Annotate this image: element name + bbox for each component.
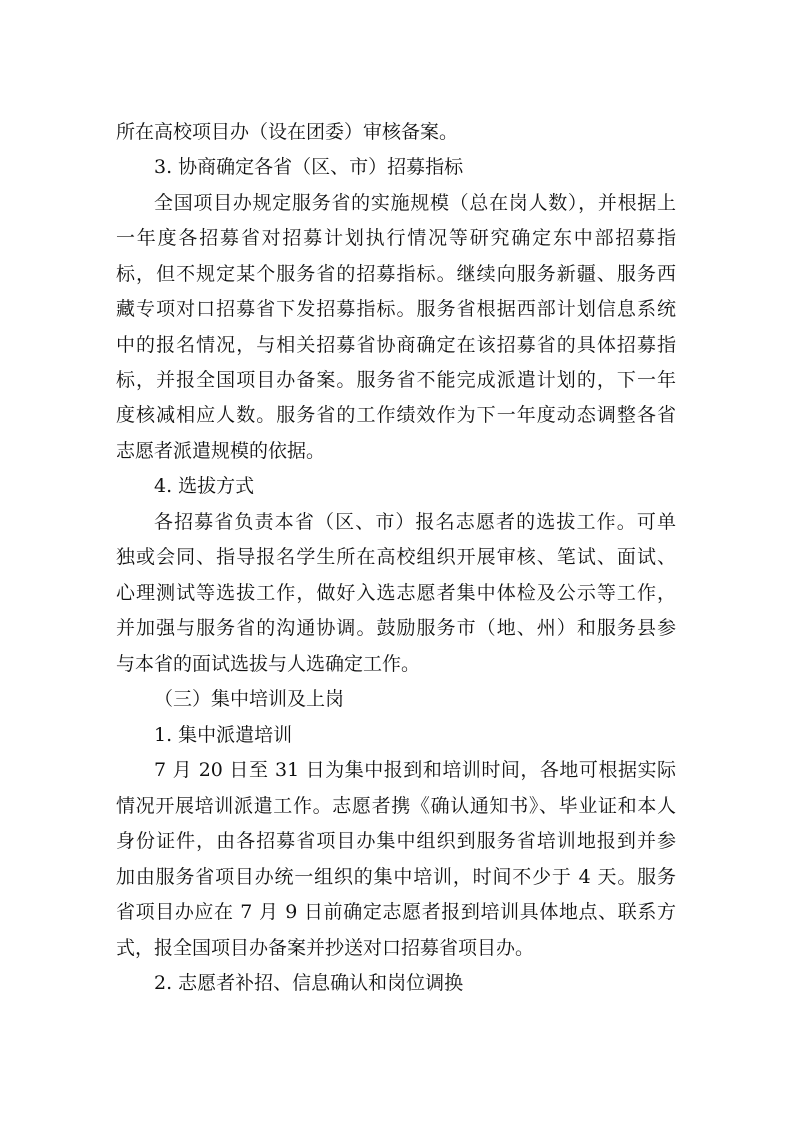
paragraph-line: 标，但不规定某个服务省的招募指标。继续向服务新疆、服务西 <box>116 263 676 285</box>
paragraph-line: 独或会同、指导报名学生所在高校组织开展审核、笔试、面试、 <box>116 546 676 568</box>
paragraph-line: 一年度各招募省对招募计划执行情况等研究确定东中部招募指 <box>116 227 676 249</box>
paragraph-line: 并加强与服务省的沟通协调。鼓励服务市（地、州）和服务县参 <box>116 617 676 639</box>
paragraph-line: 省项目办应在 7 月 9 日前确定志愿者报到培训具体地点、联系方 <box>116 901 676 923</box>
section-heading: 2. 志愿者补招、信息确认和岗位调换 <box>154 972 464 994</box>
section-heading: 3. 协商确定各省（区、市）招募指标 <box>154 156 464 178</box>
paragraph-line: 所在高校项目办（设在团委）审核备案。 <box>116 121 459 143</box>
paragraph-line: 情况开展培训派遣工作。志愿者携《确认通知书》、毕业证和本人 <box>116 795 676 817</box>
paragraph-line: 藏专项对口招募省下发招募指标。服务省根据西部计划信息系统 <box>116 298 676 320</box>
paragraph-line: 全国项目办规定服务省的实施规模（总在岗人数），并根据上 <box>154 192 676 214</box>
section-heading: 4. 选拔方式 <box>154 475 255 497</box>
paragraph-line: 心理测试等选拔工作，做好入选志愿者集中体检及公示等工作， <box>116 582 676 604</box>
paragraph-line: 标，并报全国项目办备案。服务省不能完成派遣计划的，下一年 <box>116 369 676 391</box>
paragraph-line: 度核减相应人数。服务省的工作绩效作为下一年度动态调整各省 <box>116 404 676 426</box>
section-heading: 1. 集中派遣培训 <box>154 724 293 746</box>
chapter-heading: （三）集中培训及上岗 <box>154 688 345 710</box>
paragraph-line: 7 月 20 日至 31 日为集中报到和培训时间，各地可根据实际 <box>154 759 676 781</box>
paragraph-line: 加由服务省项目办统一组织的集中培训，时间不少于 4 天。服务 <box>116 866 676 888</box>
paragraph-line: 各招募省负责本省（区、市）报名志愿者的选拔工作。可单 <box>154 511 676 533</box>
paragraph-line: 志愿者派遣规模的依据。 <box>116 440 326 462</box>
paragraph-line: 身份证件，由各招募省项目办集中组织到服务省培训地报到并参 <box>116 830 676 852</box>
paragraph-line: 与本省的面试选拔与人选确定工作。 <box>116 653 421 675</box>
paragraph-line: 式，报全国项目办备案并抄送对口招募省项目办。 <box>116 937 535 959</box>
paragraph-line: 中的报名情况，与相关招募省协商确定在该招募省的具体招募指 <box>116 334 676 356</box>
